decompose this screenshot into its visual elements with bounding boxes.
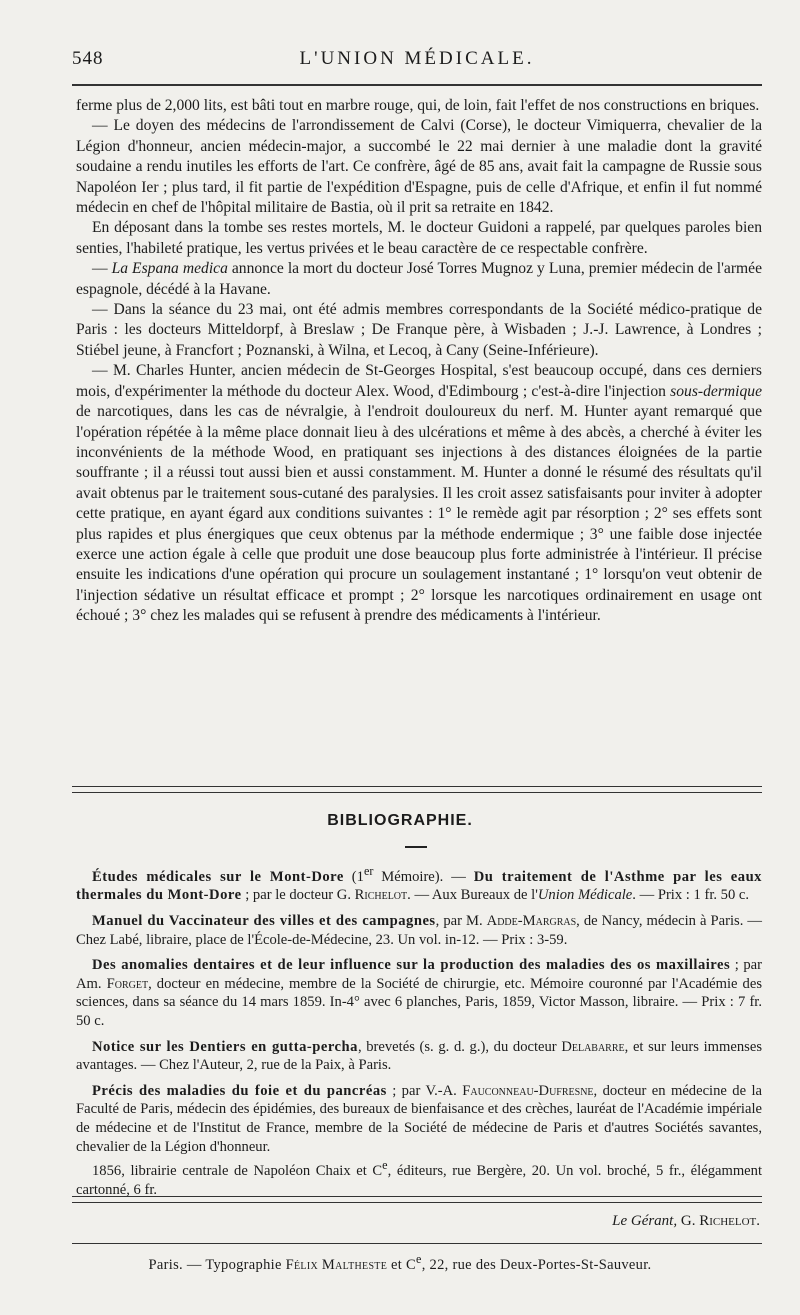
bibliography-entry: Manuel du Vaccinateur des villes et des campagnes, par M. Adde-Margras, de Nancy, médecin à Paris. — Chez Labé, libraire, place de l'École-de-Médecine, 23. Un vol. in-12. — Prix : 3-59.: [76, 913, 762, 948]
bibliography-heading: BIBLIOGRAPHIE.: [327, 812, 473, 829]
footer-rule: [72, 1243, 762, 1244]
running-header: [72, 48, 762, 76]
paragraph-text: annonce la mort du docteur José Torres Mugnoz y Luna, premier médecin de l'armée espagnole, décédé à la Havane.: [76, 260, 762, 298]
printer-name: Félix Maltheste: [285, 1256, 388, 1273]
section-divider: [72, 786, 762, 793]
printer-imprint: Paris. — Typographie Félix Maltheste et Ce, 22, rue des Deux-Portes-St-Sauveur.: [148, 1252, 652, 1273]
paragraph-funeral: En déposant dans la tombe ses restes mortels, M. le docteur Guidoni a rappelé, par quelques paroles bien senties, l'habileté pratique, les vertus privées et le beau caractère de ce respectable confrère.: [76, 219, 762, 257]
book-title: Précis des maladies du foie et du pancréas: [92, 1082, 387, 1099]
paragraph-hospital: ferme plus de 2,000 lits, est bâti tout en marbre rouge, qui, de loin, fait l'effet de nos constructions en briques.: [76, 97, 760, 114]
bibliography-entry: Des anomalies dentaires et de leur influence sur la production des maladies des os maxillaires ; par Am. Forget, docteur en médecine, membre de la Société de chirurgie, etc. Mémoire couronné par l'Académie des sciences, dans sa séance du 14 mars 1859. In-4° avec 6 planches, Paris, 1859, Victor Masson, libraire. — Prix : 7 fr. 50 c.: [76, 957, 763, 1030]
journal-name: La Espana medica: [111, 260, 228, 278]
book-title: Notice sur les Dentiers en gutta-percha: [92, 1038, 358, 1055]
book-title: Études médicales sur le Mont-Dore: [92, 868, 344, 885]
news-section: [76, 96, 762, 627]
paragraph-text: de narcotiques, dans les cas de névralgie, à l'endroit douloureux du nerf. M. Hunter ayant remarqué que l'opération répétée à la même place donnait lieu à des ulcérations et même à des abcès, a cherché à éviter les inconvénients de la méthode Wood, en pratiquant ses injections à des distances éloignées de la partie souffrante ; il a réussi tout aussi bien et aussi constamment. M. Hunter a donné le résumé des résultats qu'il avait obtenus par le traitement sous-cutané des paralysies. Il les croit assez satisfaisants pour inviter à adopter cette pratique, en ayant égard aux conditions suivantes : 1° le remède agit par résorption ; 2° ses effets sont plus rapides et plus énergiques que ceux obtenus par la méthode endermique ; 3° une faible dose injectée exerce une action égale à celle que produit une dose beaucoup plus forte administrée à l'intérieur. Il précise ensuite les indications d'une opération qui procure un soulagement instantané ; 1° lorsqu'on veut obtenir de l'injection sédative un résultat efficace et prompt ; 2° lorsque les narcotiques ordinairement en usage ont échoué ; 3° chez les malades qui se refusent à prendre des médicaments à l'intérieur.: [76, 403, 762, 625]
signature-label: Le Gérant,: [612, 1213, 678, 1229]
book-title: Du traitement de l'Asthme par les eaux thermales du Mont-Dore: [76, 868, 762, 904]
header-rule: [72, 84, 762, 86]
book-title: Des anomalies dentaires et de leur influence sur la production des maladies des os maxillaires: [92, 957, 731, 974]
paragraph-hunter-injection: [76, 361, 762, 626]
book-title: Manuel du Vaccinateur des villes et des campagnes: [92, 913, 436, 930]
journal-name: Union Médicale: [537, 887, 633, 904]
bibliography-list: [76, 862, 762, 1206]
bibliography-entry: Études médicales sur le Mont-Dore (1er Mémoire). — Du traitement de l'Asthme par les eaux thermales du Mont-Dore ; par le docteur G. Richelot. — Aux Bureaux de l'Union Médicale. — Prix : 1 fr. 50 c.: [76, 864, 762, 904]
author-name: Fauconneau-Dufresne: [462, 1082, 594, 1099]
paragraph-societe-medico-pratique: — Dans la séance du 23 mai, ont été admis membres correspondants de la Société médico-pratique de Paris : les docteurs Mitteldorpf, à Breslaw ; De Franque père, à Wisbaden ; J.-J. Lawrence, à Londres ; Stiébel jeune, à Francfort ; Poznanski, à Wilna, et Lecoq, à Cany (Seine-Inférieure).: [76, 301, 762, 359]
paragraph-espana-medica: [76, 259, 762, 300]
journal-title: L'UNION MÉDICALE.: [299, 48, 535, 69]
author-name: Forget: [106, 975, 149, 992]
section-divider: [72, 1196, 762, 1203]
bibliography-entry: Précis des maladies du foie et du pancréas ; par V.-A. Fauconneau-Dufresne, docteur en médecine de la Faculté de Paris, médecin des épidémies, des bureaux de bienfaisance et des crèches, lauréat de l'Académie impériale de médecine et de l'Institut de France, membre de la Société de médecine de Paris et d'autres Sociétés savantes, chevalier de la Légion d'honneur.: [76, 1082, 763, 1155]
signature-line: [540, 1213, 760, 1230]
page-number: 548: [72, 48, 104, 69]
heading-dash: [405, 846, 427, 848]
author-name: G. Richelot: [336, 887, 408, 904]
author-name: Adde-Margras: [486, 913, 577, 930]
bibliography-entry: Notice sur les Dentiers en gutta-percha, brevetés (s. g. d. g.), du docteur Delabarre, et sur leurs immenses avantages. — Chez l'Auteur, 2, rue de la Paix, à Paris.: [76, 1038, 762, 1074]
dash: —: [92, 260, 112, 278]
author-name: Delabarre: [561, 1038, 625, 1055]
italic-term: sous-dermique: [670, 382, 762, 400]
bibliography-entry-publisher: 1856, librairie centrale de Napoléon Chaix et Ce, éditeurs, rue Bergère, 20. Un vol. broché, 5 fr., élégamment cartonné, 6 fr.: [76, 1158, 762, 1198]
signature-name: G. Richelot.: [677, 1213, 760, 1229]
paragraph-obituary-vimiquerra: — Le doyen des médecins de l'arrondissement de Calvi (Corse), le docteur Vimiquerra, chevalier de la Légion d'honneur, ancien médecin-major, a succombé le 22 mai dernier à une maladie dont la gravité soudaine a rendu inutiles les efforts de l'art. Ce confrère, âgé de 85 ans, avait fait la campagne de Russie sous Napoléon Ier ; plus tard, il fit partie de l'expédition d'Espagne, puis de celle d'Afrique, et enfin il fut nommé médecin en chef de l'hôpital militaire de Bastia, où il prit sa retraite en 1842.: [76, 117, 762, 217]
paragraph-text: — M. Charles Hunter, ancien médecin de St-Georges Hospital, s'est beaucoup occupé, dans ces derniers mois, d'expérimenter la méthode du docteur Alex. Wood, d'Edimbourg ; c'est-à-dire l'injection: [76, 362, 762, 400]
